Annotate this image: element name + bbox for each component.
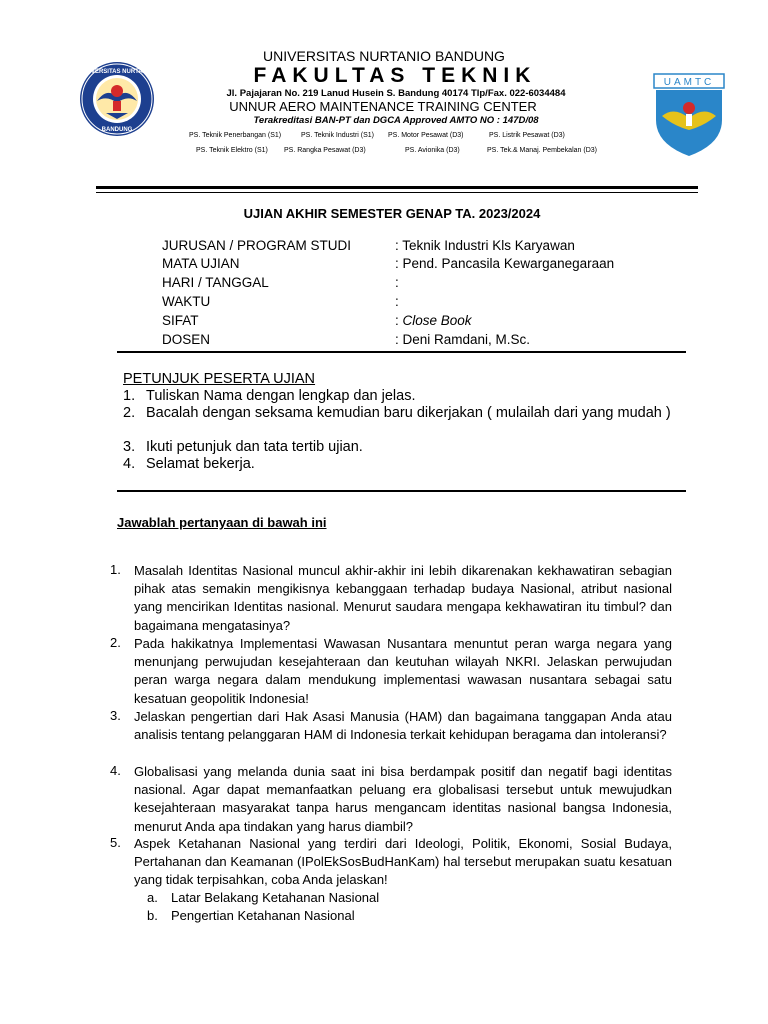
questions-instruction: Jawablah pertanyaan di bawah ini	[117, 515, 327, 530]
field-value: :	[395, 294, 399, 309]
program-item: PS. Rangka Pesawat (D3)	[284, 147, 366, 154]
instruction-text: Ikuti petunjuk dan tata tertib ujian.	[146, 439, 363, 455]
field-label: MATA UJIAN	[162, 256, 240, 271]
uamtc-logo-text: UAMTC	[663, 77, 715, 88]
instruction-number: 1.	[123, 388, 136, 404]
university-name: UNIVERSITAS NURTANIO BANDUNG	[263, 48, 505, 64]
instruction-number: 4.	[123, 456, 136, 472]
question-number: 3.	[110, 708, 121, 723]
field-label: WAKTU	[162, 294, 211, 309]
logo-ring-bottom-text: BANDUNG	[101, 127, 133, 133]
field-value: :	[395, 275, 399, 290]
instruction-number: 3.	[123, 439, 136, 455]
instructions-heading: PETUNJUK PESERTA UJIAN	[123, 371, 316, 387]
field-label: SIFAT	[162, 313, 199, 328]
question-text: Jelaskan pengertian dari Hak Asasi Manusia (HAM) dan bagaimana tanggapan Anda atau analisis tentang pelanggaran HAM di Indonesia terkait kehidupan beragama dan intoleransi?	[134, 709, 672, 743]
header-divider-thin	[96, 192, 698, 193]
question-text: Aspek Ketahanan Nasional yang terdiri dari Ideologi, Politik, Ekonomi, Sosial Budaya, Pertahanan dan Keamanan (IPolEkSosBudHanKam) hal tersebut merupakan suatu kesatuan yang tidak terpisahkan, coba Anda jelaskan!	[134, 836, 672, 888]
field-label: DOSEN	[162, 332, 211, 347]
subitem-text: Pengertian Ketahanan Nasional	[171, 908, 355, 923]
program-item: PS. Motor Pesawat (D3)	[388, 132, 464, 139]
field-value: : Deni Ramdani, M.Sc.	[395, 332, 531, 347]
instruction-text: Tuliskan Nama dengan lengkap dan jelas.	[146, 388, 416, 404]
instruction-number: 2.	[123, 405, 136, 421]
field-value	[395, 313, 472, 328]
logo-ring-top-text: UNIVERSITAS NURTANIO	[80, 69, 154, 75]
question-text: Masalah Identitas Nasional muncul akhir-akhir ini lebih dikarenakan kekhawatiran sebagian pihak atas semakin mengikisnya kebanggaan terhadap budaya Nasional, atribut nasional yang mencirikan Identitas nasional. Menurut saudara mengapa kekhawatiran itu timbul? dan bagaimana mengatasinya?	[134, 563, 672, 633]
field-value-prefix: :	[395, 313, 403, 328]
field-label: HARI / TANGGAL	[162, 275, 269, 290]
faculty-address: Jl. Pajajaran No. 219 Lanud Husein S. Bandung 40174 Tlp/Fax. 022-6034484	[226, 88, 566, 99]
instruction-text: Bacalah dengan seksama kemudian baru dikerjakan ( mulailah dari yang mudah )	[146, 405, 671, 421]
program-item: PS. Teknik Industri (S1)	[301, 132, 375, 139]
accreditation-line: Terakreditasi BAN-PT dan DGCA Approved AMTO NO : 147D/08	[253, 115, 539, 126]
faculty-name: FAKULTAS TEKNIK	[253, 64, 537, 87]
header-divider-thick	[96, 186, 698, 189]
question-text: Globalisasi yang melanda dunia saat ini bisa berdampak positif dan negatif bagi identitas nasional. Agar dapat memanfaatkan peluang era globalisasi tersebut untuk mewujudkan kesejahteraan masyarakat tanpa harus mengancam identitas nasional bangsa Indonesia, menurut Anda apa tindakan yang harus diambil?	[134, 764, 672, 834]
question-text: Pada hakikatnya Implementasi Wawasan Nusantara menuntut peran warga negara yang menunjang perwujudan kesejahteraan dan keutuhan wilayah NKRI. Jelaskan perwujudan peran warga negara dalam mendukung implementasi wawasan nusantara sebagai satu kesatuan geopolitik Indonesia!	[134, 636, 672, 706]
field-value: : Teknik Industri Kls Karyawan	[395, 238, 575, 253]
instruction-text: Selamat bekerja.	[146, 456, 255, 472]
question-number: 5.	[110, 835, 121, 850]
question-number: 1.	[110, 562, 121, 577]
field-label: JURUSAN / PROGRAM STUDI	[162, 238, 352, 253]
subitem-letter: a.	[147, 890, 158, 905]
instructions-divider	[117, 490, 686, 492]
field-value: : Pend. Pancasila Kewarganegaraan	[395, 256, 615, 271]
program-item: PS. Listrik Pesawat (D3)	[489, 132, 565, 139]
info-divider	[117, 351, 686, 353]
field-value-italic: Close Book	[402, 313, 472, 328]
question-number: 4.	[110, 763, 121, 778]
subitem-text: Latar Belakang Ketahanan Nasional	[171, 890, 380, 905]
program-item: PS. Teknik Elektro (S1)	[196, 147, 268, 154]
exam-title: UJIAN AKHIR SEMESTER GENAP TA. 2023/2024	[243, 206, 541, 221]
question-number: 2.	[110, 635, 121, 650]
program-item: PS. Avionika (D3)	[405, 147, 460, 154]
program-item: PS. Tek.& Manaj. Pembekalan (D3)	[487, 147, 597, 154]
subitem-letter: b.	[147, 908, 158, 923]
program-item: PS. Teknik Penerbangan (S1)	[189, 132, 282, 139]
training-center-name: UNNUR AERO MAINTENANCE TRAINING CENTER	[229, 99, 537, 114]
